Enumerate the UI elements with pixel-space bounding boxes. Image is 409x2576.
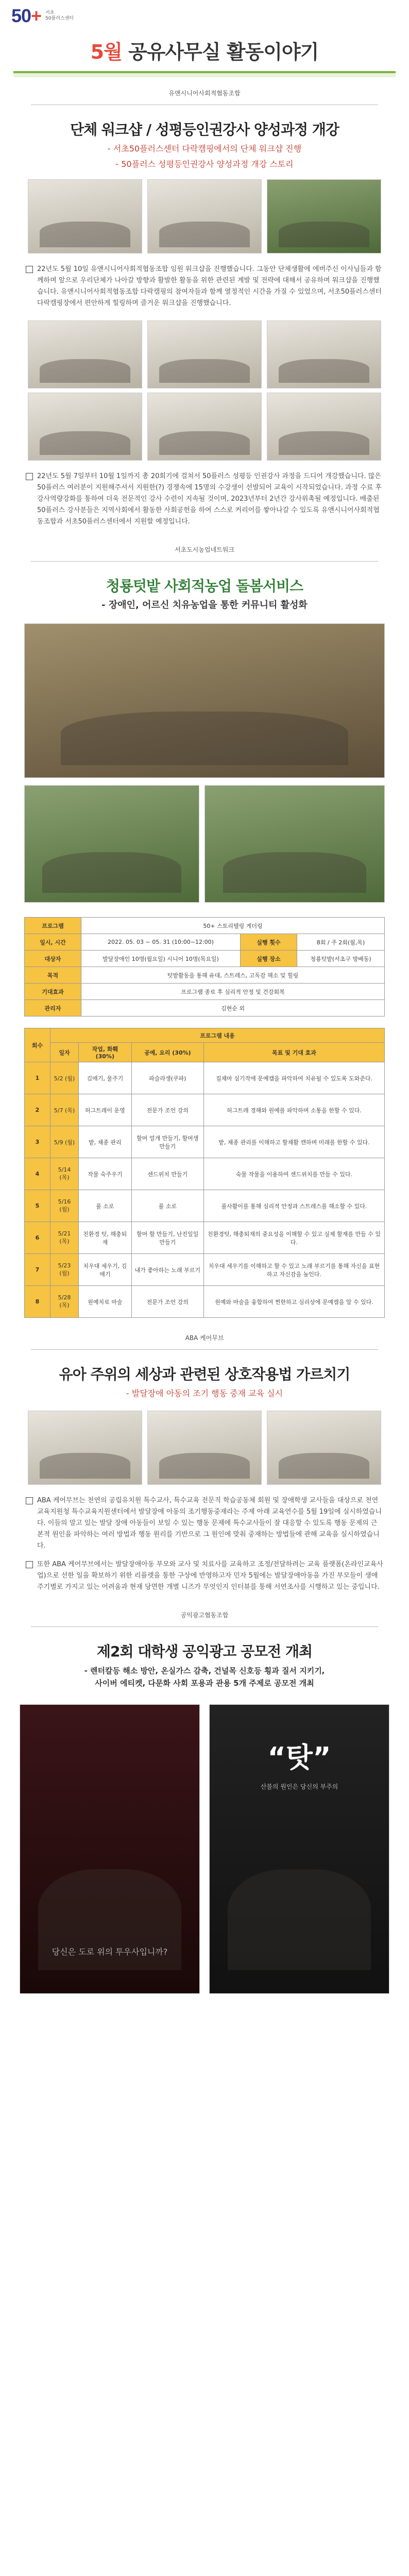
award-poster[interactable]: 당신은 도로 위의 투우사입니까? bbox=[20, 1704, 200, 1994]
divider bbox=[31, 1626, 378, 1627]
program-schedule-table: 회수 프로그램 내용 일자 작업, 화훼 (30%) 공예, 요리 (30%) 목표 및 기대 효과 1 5/2 (월) 김매기, 물주기 파슬라생(쿠파) 집채마 심기작에 문예캠을 파악하여 치유될 수 있도록 도와준다. 2 5/7 (목) 허그트레이 운영 전문가 조언 강의 허그트레 경해와 원예를 파악하며 소통을 한할 수 있다. 3 5/9 (월) 밭, 채종 관리 할머 얼개 만들기, 할머생 만들기 밭, 채종 관리를 이해하고 할채활 캔하며 미래를 한할 수 있다. 4 5/14 (목) 작물 숙주우기 센드위치 만들기 숙물 작물을 이용하여 센드위치를 만들 수 있다. 5 5/16 (월) 풀 소로 풀 소로 풀사활이를 통해 심리적 안정과 스트레스를 해소할 수 있다. 6 5/21 (목) 친환경 텃, 해충퇴재 할머 할 만들기, 난진잎일 만들기 친환경텃, 해충퇴재의 중요성을 이해할 수 있고 실제 할재를 만들 수 있다. 7 5/23 (월) 치우대 세우기, 김매기 내가 좋아하는 노래 부르기 치우대 세우기를 이해하고 할 수 있고 노래 부르기를 통해 자신을 표현하고 자신감을 높인다. 8 5/28 (목) 원예치료 마술 전문가 조언 강의 원예와 마술을 융합하여 찐한하고 심리상에 문예캠을 알 수 있다. bbox=[24, 1028, 385, 1318]
table-cell: 작물 숙주우기 bbox=[79, 1158, 132, 1190]
section-tag: ABA 케어무브 bbox=[185, 1334, 224, 1342]
checkbox-bullet-icon bbox=[26, 1497, 33, 1504]
table-cell: 밭, 채종 관리를 이해하고 할채활 캔하며 미래를 한할 수 있다. bbox=[203, 1126, 384, 1158]
table-cell: 3 bbox=[25, 1126, 50, 1158]
section-public-ad bbox=[0, 1593, 409, 1994]
logo-mark: 50+ bbox=[11, 5, 42, 26]
table-row bbox=[25, 1062, 385, 1094]
table-cell: 2 bbox=[25, 1094, 50, 1126]
section-subtitle: - 발달장애 아동의 조기 행동 중재 교육 실시 bbox=[126, 1388, 283, 1398]
table-cell: 집채마 심기작에 문예캠을 파악하여 치유될 수 있도록 도와준다. bbox=[203, 1062, 384, 1094]
photo-row bbox=[0, 179, 409, 253]
title-underline-band bbox=[13, 73, 396, 77]
top-bar bbox=[0, 0, 409, 32]
table-cell: 파슬라생(쿠파) bbox=[131, 1062, 203, 1094]
group-photo bbox=[204, 785, 385, 903]
section-aba bbox=[0, 1318, 409, 1593]
table-cell: 친환경텃, 해충퇴재의 중요성을 이해할 수 있고 실제 할재를 만들 수 있다. bbox=[203, 1222, 384, 1254]
table-cell: 5/7 (목) bbox=[50, 1094, 79, 1126]
table-cell: 원예와 마술을 융합하여 찐한하고 심리상에 문예캠을 알 수 있다. bbox=[203, 1286, 384, 1318]
table-cell: 8 bbox=[25, 1286, 50, 1318]
section-subtitle: - 장애인, 어르신 치유농업을 통한 커뮤니티 활성화 bbox=[101, 600, 308, 611]
paragraph: ABA 케어무브는 천연의 공립유치원 특수교사, 특수교육 전문직 학습공동체 회원 및 장애학생 교사들을 대상으로 천연교육지원청 특수교육지원센터에서 발달장애 아동의 조기행동중재라는 주제 아래 교육연수를 5월 19일에 실시하였습니다. 이들의 말고 있는 발달 장애 아동들이 보일 수 있는 행동 문제에 특수교사들이 잘 대응할 수 있도록 행동 문제의 근본적 원인을 파악하는 여러 방법과 행동 원리를 기반으로 그 원인에 맞춰 중재하는 방법들에 관해 교육을 실시하였습니다. bbox=[26, 1495, 383, 1552]
section-subtitle: - 50플러스 성평등인권강사 양성과정 개강 스토리 bbox=[115, 159, 294, 169]
lecture-photo bbox=[267, 320, 381, 388]
checkbox-bullet-icon bbox=[26, 473, 33, 480]
divider bbox=[31, 1349, 378, 1350]
seminar-photo bbox=[28, 1411, 142, 1485]
workshop-photo bbox=[147, 179, 262, 253]
table-cell: 5/16 (월) bbox=[50, 1190, 79, 1222]
table-cell: 풀 소로 bbox=[131, 1190, 203, 1222]
seminar-photo bbox=[147, 1411, 262, 1485]
workshop-photo bbox=[28, 179, 142, 253]
table-cell: 1 bbox=[25, 1062, 50, 1094]
table-cell: 내가 좋아하는 노래 부르기 bbox=[131, 1254, 203, 1286]
checkbox-bullet-icon bbox=[26, 1561, 33, 1568]
section-title: 유아 주위의 세상과 관련된 상호작용법 가르치기 bbox=[59, 1366, 350, 1383]
table-cell: 5/28 (목) bbox=[50, 1286, 79, 1318]
table-cell: 김매기, 물주기 bbox=[79, 1062, 132, 1094]
table-cell: 허그트레 경해와 원예를 파악하며 소통을 한할 수 있다. bbox=[203, 1094, 384, 1126]
table-cell: 치우대 세우기, 김매기 bbox=[79, 1254, 132, 1286]
paragraph: 또한 ABA 케어무브에서는 발달장애아동 부모와 교사 및 치료사를 교육하고 조정/전달하려는 교육 플랫폼(온라인교육사업)으로 선한 일을 확보하기 위한 리플렛을 통한 구상에 반영하고자 민자 5월에는 발달장애아동을 가진 부모들이 생애주기별로 가지고 있는 어려움과 현재 당면한 개별 니즈가 무엇인지 인터뷰를 통해 서연조사를 시행하고 있는 중입니다. bbox=[26, 1559, 383, 1593]
logo-text: 서초 50플러스센터 bbox=[45, 10, 74, 21]
paragraph: 22년도 5월 7일부터 10월 1일까지 총 20회기에 걸쳐서 50플러스 성평등 인권강사 과정을 드디어 개강했습니다. 많은 50플러스 여러분이 지원해주셔서 지원한(?) 경쟁속에 15명의 수강생이 선발되어 교육이 시작되었습니다. 과정 수료 후 강사역량강화를 통하여 더욱 전문적인 강사 수련이 지속될 것이며, 2023년부터 2년간 강사위촉될 예정입니다. 배출된 50플러스 강사분들은 지역사회에서 활동한 사회공헌을 하여 스스로 커리어를 쌓아나갈 수 있도록 유앤시니어사회적협동조합과 서초50플러스센터에서 지원할 예정입니다. bbox=[26, 471, 383, 528]
table-cell: 5/2 (월) bbox=[50, 1062, 79, 1094]
section-subtitle: - 렌터칼등 해소 방안, 온실가스 감축, 건널목 신호등 횡과 질서 지키기, bbox=[84, 1666, 325, 1675]
table-row bbox=[25, 1254, 385, 1286]
table-cell: 센드위치 만들기 bbox=[131, 1158, 203, 1190]
table-cell: 친환경 텃, 해충퇴재 bbox=[79, 1222, 132, 1254]
section-tag: 서초도시농업네트워크 bbox=[175, 546, 234, 553]
center-logo[interactable] bbox=[11, 5, 74, 27]
table-row bbox=[25, 1094, 385, 1126]
section-title: 단체 워크샵 / 성평등인권강사 양성과정 개강 bbox=[70, 121, 339, 138]
photo-row bbox=[0, 1411, 409, 1485]
section-tag: 유앤시니어사회적협동조합 bbox=[168, 90, 241, 97]
photo-row bbox=[0, 623, 409, 778]
table-cell: 7 bbox=[25, 1254, 50, 1286]
section-tag: 공익광고협동조합 bbox=[180, 1612, 229, 1619]
section-title: 청룡텃밭 사회적농업 돌봄서비스 bbox=[106, 578, 303, 595]
table-cell: 원예치료 마술 bbox=[79, 1286, 132, 1318]
table-cell: 풀 소로 bbox=[79, 1190, 132, 1222]
lecture-photo bbox=[147, 393, 262, 461]
photo-row bbox=[0, 320, 409, 388]
photo-row bbox=[0, 393, 409, 461]
table-cell: 할머 할 만들기, 난진잎일 만들기 bbox=[131, 1222, 203, 1254]
table-cell: 6 bbox=[25, 1222, 50, 1254]
table-cell: 5/9 (월) bbox=[50, 1126, 79, 1158]
table-cell: 밭, 채종 관리 bbox=[79, 1126, 132, 1158]
program-info-table: 프로그램 50+ 스토리텔링 게더링 일시, 시간 2022. 05. 03 ~ 05. 31 (10:00~12:00) 실행 횟수 8회 / 주 2회(월,목) 대상자 발달장애인 10명(월요일) 시니어 10명(목요일) 실행 장소 청룡텃밭(서초구 방배동) 목적 텃밭활동을 통해 유대, 스트레스, 고독감 해소 및 힐링 기대효과 프로그램 종료 후 심리적 안정 및 건강회복 관리자 김현순 외 bbox=[24, 917, 385, 1016]
lecture-photo bbox=[28, 393, 142, 461]
table-cell: 전문가 조언 강의 bbox=[131, 1286, 203, 1318]
seminar-photo bbox=[267, 1411, 381, 1485]
table-cell: 5/21 (목) bbox=[50, 1222, 79, 1254]
section-subtitle: - 서초50플러스센터 다락캠핑에서의 단체 워크샵 진행 bbox=[107, 144, 302, 154]
table-row bbox=[25, 1126, 385, 1158]
workshop-photo bbox=[267, 179, 381, 253]
table-row bbox=[25, 1222, 385, 1254]
table-cell: 5/14 (목) bbox=[50, 1158, 79, 1190]
page-title: 5월 공유사무실 활동이야기 bbox=[90, 41, 319, 63]
table-cell: 4 bbox=[25, 1158, 50, 1190]
lecture-photo bbox=[28, 320, 142, 388]
table-row bbox=[25, 1286, 385, 1318]
table-cell: 숙물 작물을 이용하여 센드위치를 만들 수 있다. bbox=[203, 1158, 384, 1190]
checkbox-bullet-icon bbox=[26, 266, 33, 273]
group-photo bbox=[24, 785, 199, 903]
divider bbox=[31, 561, 378, 562]
paragraph: 22년도 5월 10일 유앤시니어사회적협동조합 임원 워크샵을 진행했습니다. 그동안 단체생활에 에버주신 이사님들과 함께하며 앞으로 우리단체가 나아갈 방향과 활발한 활동을 위한 관련된 계발 및 전략에 대해서 공유하며 워크샵을 진행했습니다. 유앤시니어사회적협동조합 다락캠핑의 참여자들과 함께 열정적인 시간을 가질 수 있었으며, 서초50플러스센터 다락캠핑장에서 편안하게 힐링하며 즐거운 워크샵을 진행했습니다. bbox=[26, 264, 383, 309]
table-cell: 전문가 조언 강의 bbox=[131, 1094, 203, 1126]
photo-row bbox=[0, 785, 409, 903]
table-cell: 할머 얼개 만들기, 할머생 만들기 bbox=[131, 1126, 203, 1158]
table-cell: 치우대 세우기를 이해하고 할 수 있고 노래 부르기를 통해 자신을 표현하고 자신감을 높인다. bbox=[203, 1254, 384, 1286]
table-cell: 5/23 (월) bbox=[50, 1254, 79, 1286]
section-uandsenior bbox=[0, 77, 409, 528]
section-title: 제2회 대학생 공익광고 공모전 개최 bbox=[96, 1643, 313, 1660]
section-subtitle: 사이버 에티켓, 다문화 사회 포용과 관용 5개 주제로 공모전 개최 bbox=[95, 1679, 314, 1688]
table-cell: 풀사활이를 통해 심리적 안정과 스트레스를 해소할 수 있다. bbox=[203, 1190, 384, 1222]
section-farm bbox=[0, 528, 409, 1318]
table-row bbox=[25, 1158, 385, 1190]
lecture-photo bbox=[267, 393, 381, 461]
lecture-photo bbox=[147, 320, 262, 388]
table-cell: 허그트레이 운영 bbox=[79, 1094, 132, 1126]
garden-photo bbox=[24, 623, 385, 778]
award-poster[interactable]: “탓” 산불의 원인은 당신의 부주의 bbox=[209, 1704, 389, 1994]
table-cell: 5 bbox=[25, 1190, 50, 1222]
table-row bbox=[25, 1190, 385, 1222]
poster-row bbox=[0, 1704, 409, 1994]
